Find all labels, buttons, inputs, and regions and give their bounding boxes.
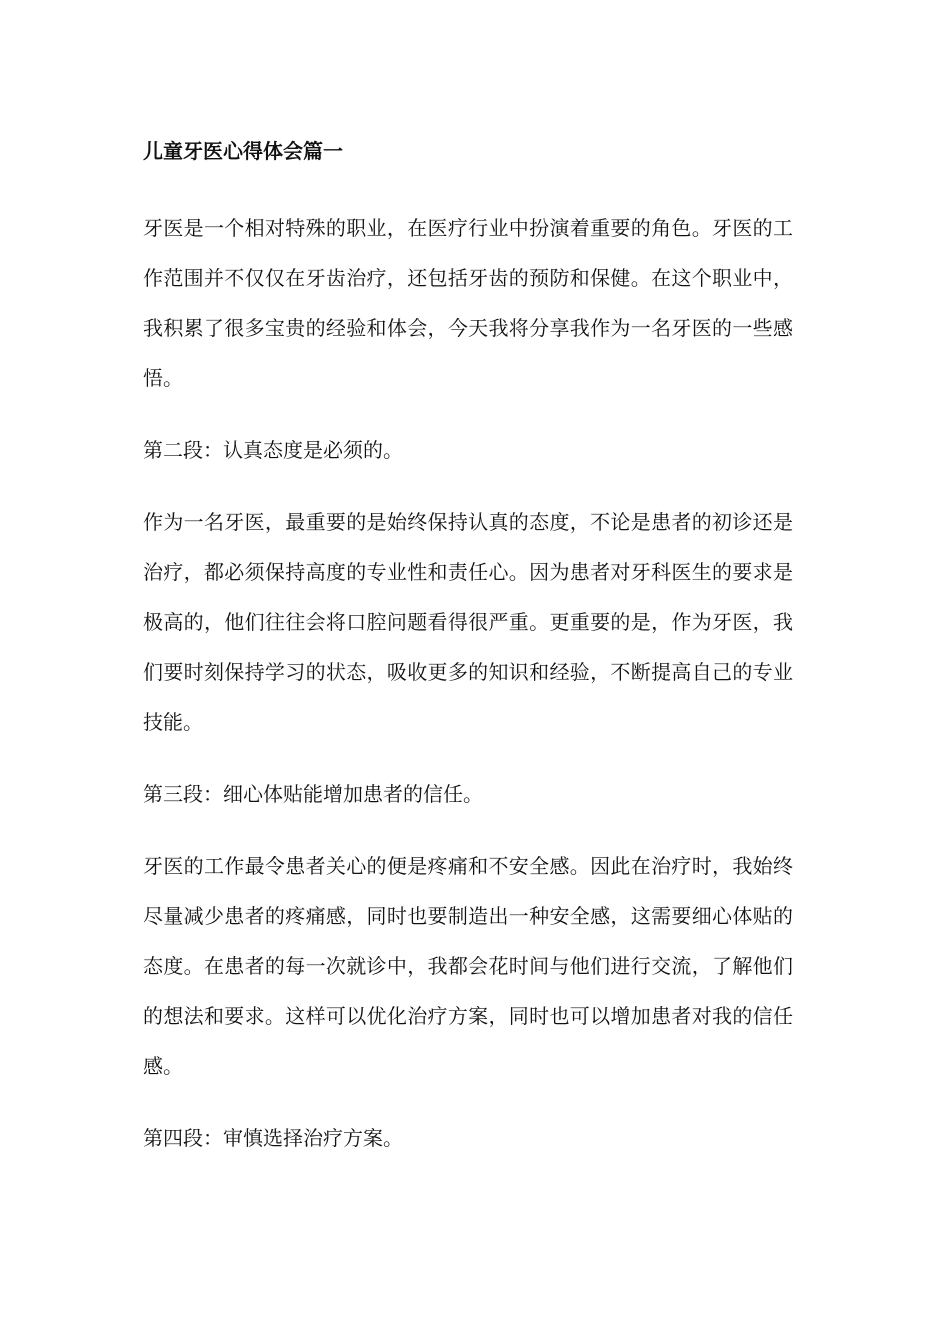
section-heading-4: 第四段：审慎选择治疗方案。 [143, 1126, 403, 1150]
section-heading-3: 第三段：细心体贴能增加患者的信任。 [143, 782, 483, 806]
paragraph-section-3: 牙医的工作最令患者关心的便是疼痛和不安全感。因此在治疗时，我始终尽量减少患者的疼痛感，同时也要制造出一种安全感，这需要细心体贴的态度。在患者的每一次就诊中，我都会花时间与他们进行交流，了解他们的想法和要求。这样可以优化治疗方案，同时也可以增加患者对我的信任感。 [143, 854, 793, 1078]
document-title: 儿童牙医心得体会篇一 [143, 139, 343, 163]
document-content [143, 132, 793, 1185]
paragraph-intro: 牙医是一个相对特殊的职业，在医疗行业中扮演着重要的角色。牙医的工作范围并不仅仅在牙齿治疗，还包括牙齿的预防和保健。在这个职业中，我积累了很多宝贵的经验和体会，今天我将分享我作为一名牙医的一些感悟。 [143, 216, 793, 390]
section-heading-2: 第二段：认真态度是必须的。 [143, 438, 403, 462]
paragraph-section-2: 作为一名牙医，最重要的是始终保持认真的态度，不论是患者的初诊还是治疗，都必须保持高度的专业性和责任心。因为患者对牙科医生的要求是极高的，他们往往会将口腔问题看得很严重。更重要的是，作为牙医，我们要时刻保持学习的状态，吸收更多的知识和经验，不断提高自己的专业技能。 [143, 510, 793, 734]
